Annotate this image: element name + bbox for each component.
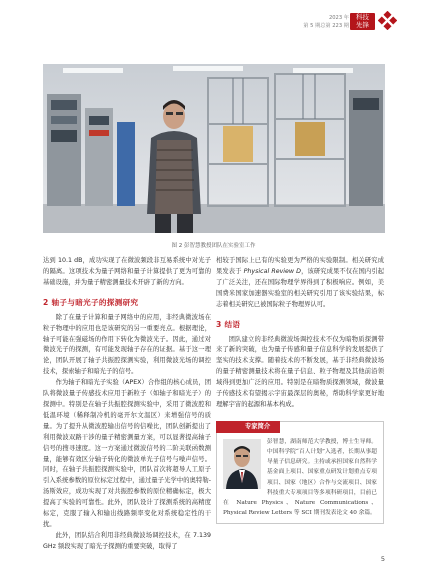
page-number: 5 (380, 555, 385, 563)
paragraph-text: 相较于国际上已有的实验更为严格的实验限制。相关研究成果发表于 (216, 257, 384, 275)
diamond-logo-icon (378, 11, 397, 30)
paragraph: 此外，团队结合利用非经典微波场调控技术，在 7.139 GHz 频段实现了暗光子探测的重要突破，取得了 (43, 531, 211, 550)
paragraph-text: ，该研究成果不仅在国内引起了广泛关注，还在国际物理学界得到了积极响应。例如，美国费米国家加速器实验室的相关研究引用了该实验结果，标志着相关研究已被国际粒子物理界认可。 (216, 267, 384, 308)
paragraph: 团队建立的非经典微波场调控技术不仅为暗物质探测带来了新的突破，也为量子传感和量子信息科学的发展提供了坚实的技术支撑。随着技术的不断发展，基于非经典微波场的量子精密测量技术将在量子信息、粒子物理及其他前沿领域得到更加广泛的应用。特别是在暗物质探测领域，微波量子传感技术有望揭示宇宙最深层的奥秘，帮助科学家更好地理解宇宙的起源和基本构成。 (216, 335, 384, 408)
column-brand-badge (350, 13, 375, 30)
paragraph: 作为轴子和暗光子实验（APEX）合作组的核心成员，团队将微波量子传感技术应用于新粒子（如轴子和暗光子）的探测中。特别是在轴子共振腔探测实验中，采用了微波腔和低温环境（稀释制冷机的毫开尔文温区）来增强信号的质量。为了提升从微波腔输出信号的信噪比，团队创新提出了利用微波双路干涉的量子精密测量方案，可以显著提高轴子信号的搜寻速度。这一方案通过微波信号的二阶关联函数测量，能够有效区分轴子转化的微波单光子信号与噪声信号。同时，在轴子共振腔探测实验中，团队首次将超导人工原子引入系统参数的原位标定过程中，通过量子光学中的奥特勒-汤斯效应，成功实现了对共振腔参数的原位精确标定，极大提高了实验的可靠性。此外，团队设计了探测系统的高精度标定，克服了输入和输出线路频率变化对系统稳定性的干扰。 (43, 379, 211, 528)
expert-profile-title: 专家简介 (216, 421, 280, 433)
section-heading-3: 3 结语 (216, 319, 241, 329)
paragraph: 达到 10.1 dB，成功实现了在微波频段非互易系统中对光子的隔离。这项技术为量子网络和量子计算提供了更为可靠的基础设施，并为量子精密测量技术开辟了新的方向。 (43, 257, 211, 286)
section-heading-2: 2 轴子与暗光子的探测研究 (43, 297, 139, 307)
expert-portrait (223, 439, 261, 489)
journal-name: Physical Review D (243, 267, 302, 275)
expert-profile-body (217, 433, 383, 523)
expert-bio: 彭智慧，湖南师范大学教授，博士生导师。中国科学院“百人计划”入选者，长期从事超导量子信息研究。主持或承担国家自然科学基金面上项目、国家重点研发计划重点专项项目、国家（地区）合作与交流项目、国家科技重大专项项目等多项科研项目，目前已在 Nature Physics、Nature Communications、Physical Review Letters 等 SCI 期刊发表论文 40 余篇。 (223, 438, 377, 517)
issue-year: 2023 年 (328, 15, 349, 21)
brand-line-1: 科技 (356, 13, 369, 21)
lab-photo (43, 64, 385, 233)
brand-line-2: 先锋 (356, 20, 369, 29)
lab-photo-illustration (43, 64, 385, 233)
issue-number: 第 5 期总第 223 期 (303, 23, 349, 29)
paragraph (216, 256, 384, 311)
paragraph: 除了在量子计算和量子网络中的应用，非经典微波场在粒子物理中的应用也是该研究的另一重要亮点。根据理论，轴子可能在强磁场的作用下转化为微波光子。因此，通过对微波光子的探测，有可能发现轴子存在的证据。基于这一理论，团队开展了轴子共振腔探测实验，利用微波光场的调控技术，探索轴子和暗光子的信号。 (43, 313, 211, 376)
expert-portrait-illustration (223, 439, 261, 489)
figure-caption: 图 2 彭智慧教授团队在实验室工作 (171, 243, 256, 249)
issue-info (303, 14, 349, 30)
left-column (43, 256, 211, 553)
right-column (216, 256, 384, 524)
expert-profile-box (216, 421, 384, 524)
